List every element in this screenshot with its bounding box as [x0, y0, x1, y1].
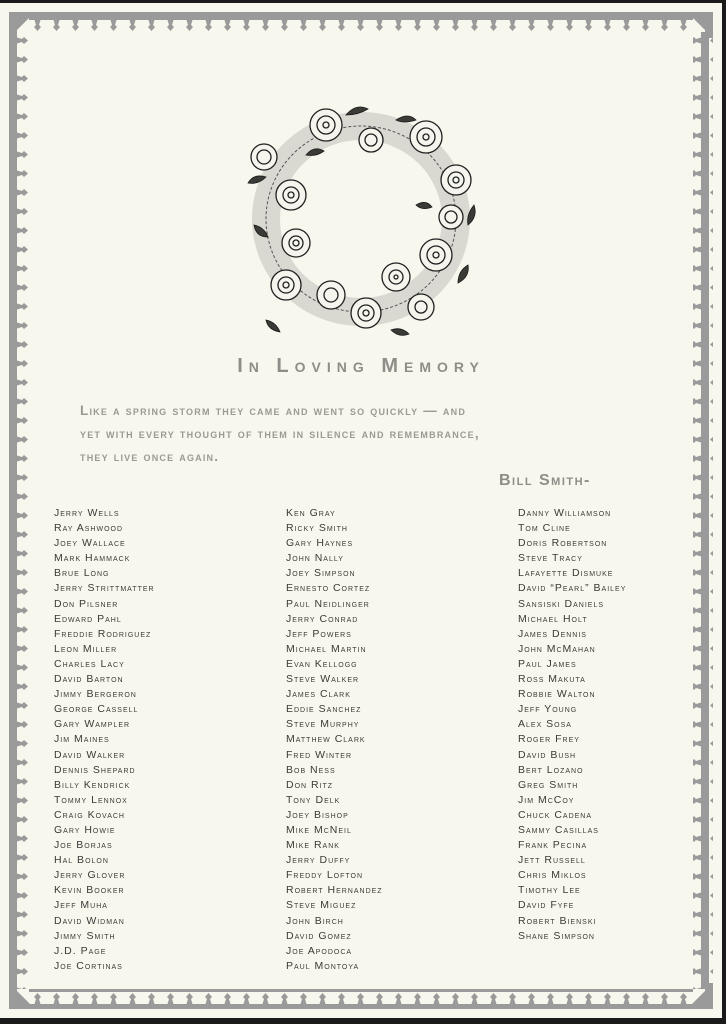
memorial-name: Jimmy Smith [54, 929, 116, 942]
memorial-name: Jett Russell [518, 854, 586, 867]
memorial-name: John Birch [286, 914, 344, 927]
memorial-name: David Bush [518, 748, 577, 761]
memorial-name: Fred Winter [286, 748, 353, 761]
memorial-name: Sansiski Daniels [518, 597, 605, 610]
memorial-name: Joe Cortinas [54, 959, 123, 972]
memorial-name: Brue Long [54, 567, 110, 580]
memorial-name: Billy Kendrick [54, 778, 131, 791]
memorial-name: Jerry Duffy [286, 854, 351, 867]
names-column-3 [518, 506, 626, 944]
memorial-name: David Barton [54, 673, 124, 686]
memorial-name: Jeff Powers [286, 627, 352, 640]
memorial-name: Jeff Muha [54, 899, 108, 912]
memorial-name: Mark Hammack [54, 552, 131, 565]
memorial-name: Steve Tracy [518, 552, 583, 565]
memorial-name: Mike Rank [286, 839, 340, 852]
memorial-name: Jeff Young [518, 703, 578, 716]
page-title: In Loving Memory [237, 355, 485, 377]
memorial-name: Sammy Casillas [518, 823, 599, 836]
memorial-name: Shane Simpson [518, 929, 595, 942]
memorial-name: Tommy Lennox [54, 793, 128, 806]
memorial-name: Charles Lacy [54, 657, 125, 670]
memorial-page [0, 3, 722, 1018]
memorial-name: Ernesto Cortez [286, 582, 371, 595]
names-column-2 [286, 506, 383, 974]
memorial-name: Tom Cline [518, 522, 571, 535]
memorial-name: Jerry Glover [54, 869, 126, 882]
memorial-name: John McMahan [518, 642, 596, 655]
memorial-name: Chris Miklos [518, 869, 587, 882]
memorial-name: Ricky Smith [286, 522, 348, 535]
memorial-name: Ray Ashwood [54, 522, 124, 535]
memorial-name: Timothy Lee [518, 884, 581, 897]
memorial-name: David Fyfe [518, 899, 575, 912]
memorial-name: Kevin Booker [54, 884, 125, 897]
memorial-name: Michael Holt [518, 612, 588, 625]
memorial-name: Ken Gray [286, 507, 336, 519]
memorial-name: Paul Montoya [286, 959, 360, 972]
quote-line: they live once again. [80, 449, 220, 464]
memorial-name: James Dennis [518, 627, 587, 640]
memorial-name: Jim McCoy [518, 793, 575, 806]
memorial-name: Frank Pecina [518, 839, 588, 852]
memorial-name: Lafayette Dismuke [518, 567, 614, 580]
memorial-name: Don Pilsner [54, 597, 119, 610]
memorial-name: Mike McNeil [286, 823, 352, 836]
memorial-name: Ross Makuta [518, 673, 586, 686]
names-column-1 [54, 506, 155, 974]
memorial-name: Freddy Lofton [286, 869, 364, 882]
memorial-name: Joe Borjas [54, 839, 113, 852]
memorial-name: Doris Robertson [518, 537, 608, 550]
memorial-name: Edward Pahl [54, 612, 122, 625]
memorial-name: Steve Murphy [286, 718, 360, 731]
memorial-name: Paul Neidlinger [286, 597, 370, 610]
memorial-name: Robbie Walton [518, 688, 596, 701]
memorial-name: Paul James [518, 657, 577, 670]
memorial-name: Joey Simpson [286, 567, 356, 580]
memorial-quote [80, 399, 660, 468]
memorial-name: Danny Williamson [518, 507, 612, 519]
memorial-name: Jimmy Bergeron [54, 688, 137, 701]
memorial-name: Gary Wampler [54, 718, 131, 731]
memorial-name: Steve Miguez [286, 899, 357, 912]
memorial-name: Evan Kellogg [286, 657, 358, 670]
memorial-name: Jim Maines [54, 733, 110, 746]
memorial-name: Greg Smith [518, 778, 579, 791]
memorial-name: Eddie Sanchez [286, 703, 362, 716]
memorial-name: George Cassell [54, 703, 139, 716]
memorial-name: Bob Ness [286, 763, 336, 776]
memorial-name: Gary Haynes [286, 537, 354, 550]
memorial-name: Robert Hernandez [286, 884, 383, 897]
memorial-name: Joe Apodoca [286, 944, 353, 957]
quote-line: yet with every thought of them in silence and remembrance, [80, 426, 480, 441]
memorial-name: David Gomez [286, 929, 352, 942]
memorial-name: David Walker [54, 748, 126, 761]
memorial-name: James Clark [286, 688, 351, 701]
memorial-name: Dennis Shepard [54, 763, 136, 776]
memorial-name: Robert Bienski [518, 914, 597, 927]
memorial-name: J.D. Page [54, 944, 107, 957]
memorial-name: Matthew Clark [286, 733, 366, 746]
memorial-name: Tony Delk [286, 793, 341, 806]
memorial-name: Leon Miller [54, 642, 118, 655]
memorial-name: Michael Martin [286, 642, 367, 655]
memorial-name: John Nally [286, 552, 344, 565]
rose-wreath-icon [236, 95, 486, 343]
memorial-name: Bert Lozano [518, 763, 584, 776]
memorial-name: Don Ritz [286, 778, 334, 791]
memorial-name: Jerry Strittmatter [54, 582, 155, 595]
quote-author: Bill Smith- [499, 472, 591, 489]
memorial-name: Joey Bishop [286, 808, 349, 821]
memorial-name: David Widman [54, 914, 125, 927]
quote-line: Like a spring storm they came and went so quickly — and [80, 403, 467, 418]
memorial-name: Jerry Conrad [286, 612, 359, 625]
memorial-name: Joey Wallace [54, 537, 126, 550]
memorial-name: Freddie Rodriguez [54, 627, 152, 640]
memorial-name: Gary Howie [54, 823, 116, 836]
memorial-name: Roger Frey [518, 733, 580, 746]
memorial-name: Alex Sosa [518, 718, 572, 731]
memorial-name: Steve Walker [286, 673, 360, 686]
memorial-name: David “Pearl” Bailey [518, 582, 627, 595]
memorial-name: Hal Bolon [54, 854, 109, 867]
memorial-name: Chuck Cadena [518, 808, 593, 821]
memorial-name: Jerry Wells [54, 507, 120, 519]
memorial-name: Craig Kovach [54, 808, 125, 821]
